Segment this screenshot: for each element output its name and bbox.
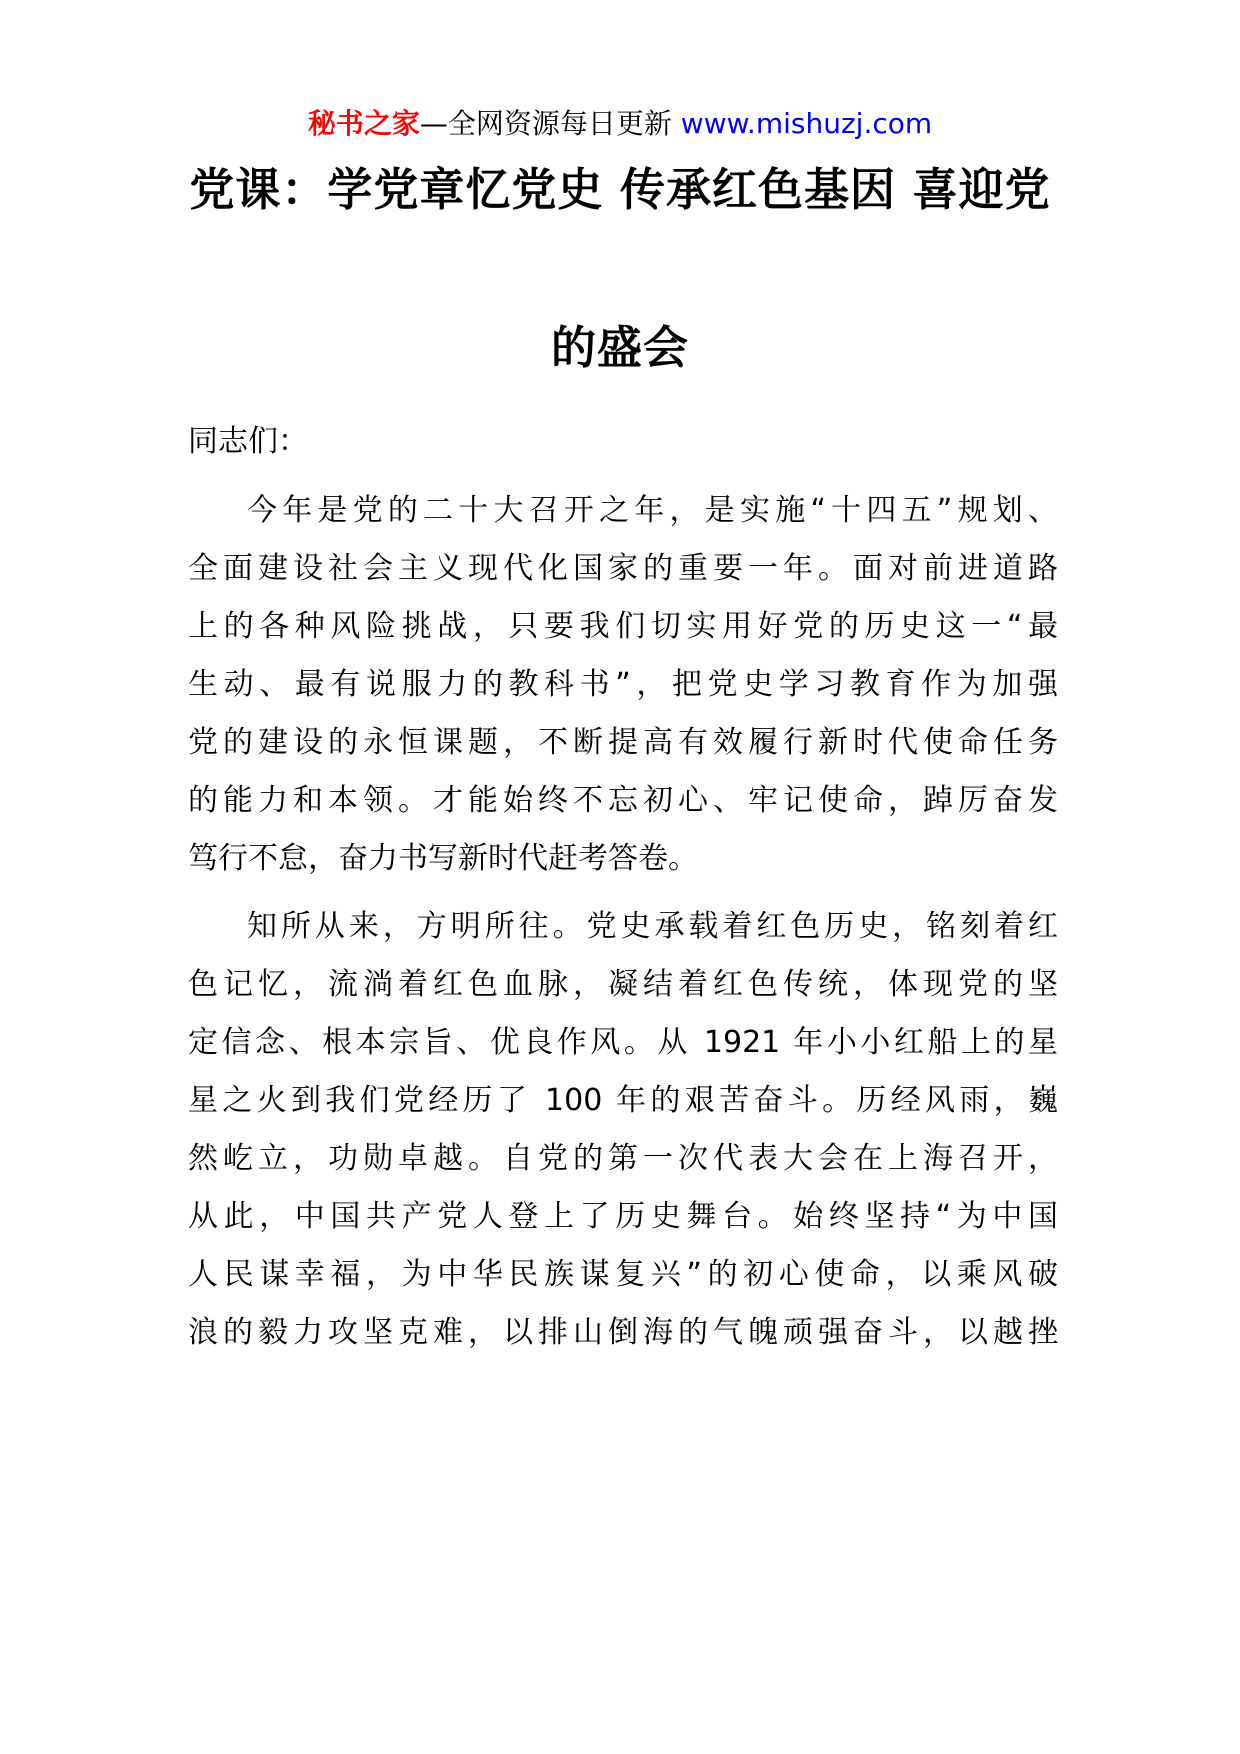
site-brand: 秘书之家 — [307, 107, 420, 140]
paragraph-line: 星之火到我们党经历了 100 年的艰苦奋斗。历经风雨，巍 — [188, 1083, 1058, 1118]
paragraph-line: 今年是党的二十大召开之年，是实施“十四五”规划、 — [247, 493, 1058, 528]
paragraph-line: 定信念、根本宗旨、优良作风。从 1921 年小小红船上的星 — [188, 1025, 1058, 1060]
paragraph-line: 的能力和本领。才能始终不忘初心、牢记使命，踔厉奋发 — [188, 783, 1058, 818]
document-title-line-2: 的盛会 — [550, 321, 689, 374]
site-url-link[interactable]: www.mishuzj.com — [680, 107, 933, 140]
paragraph-line: 全面建设社会主义现代化国家的重要一年。面对前进道路 — [188, 551, 1058, 586]
paragraph-line: 笃行不怠，奋力书写新时代赶考答卷。 — [188, 841, 698, 876]
paragraph-line: 从此，中国共产党人登上了历史舞台。始终坚持“为中国 — [188, 1199, 1058, 1234]
paragraph-line: 上的各种风险挑战，只要我们切实用好党的历史这一“最 — [188, 609, 1058, 644]
document-title-line-1: 党课：学党章忆党史 传承红色基因 喜迎党 — [189, 163, 1051, 216]
paragraph-line: 人民谋幸福，为中华民族谋复兴”的初心使命，以乘风破 — [188, 1257, 1058, 1292]
site-header — [0, 104, 1240, 144]
paragraph-line: 色记忆，流淌着红色血脉，凝结着红色传统，体现党的坚 — [188, 967, 1058, 1002]
salutation: 同志们： — [188, 424, 308, 459]
paragraph-line: 党的建设的永恒课题，不断提高有效履行新时代使命任务 — [188, 725, 1058, 760]
paragraph-line: 知所从来，方明所往。党史承载着红色历史，铭刻着红 — [247, 909, 1058, 944]
paragraph-line: 然屹立，功勋卓越。自党的第一次代表大会在上海召开， — [188, 1141, 1058, 1176]
paragraph-line: 生动、最有说服力的教科书”，把党史学习教育作为加强 — [188, 667, 1058, 702]
paragraph-line: 浪的毅力攻坚克难，以排山倒海的气魄顽强奋斗，以越挫 — [188, 1315, 1058, 1350]
site-slogan: —全网资源每日更新 — [419, 107, 672, 140]
